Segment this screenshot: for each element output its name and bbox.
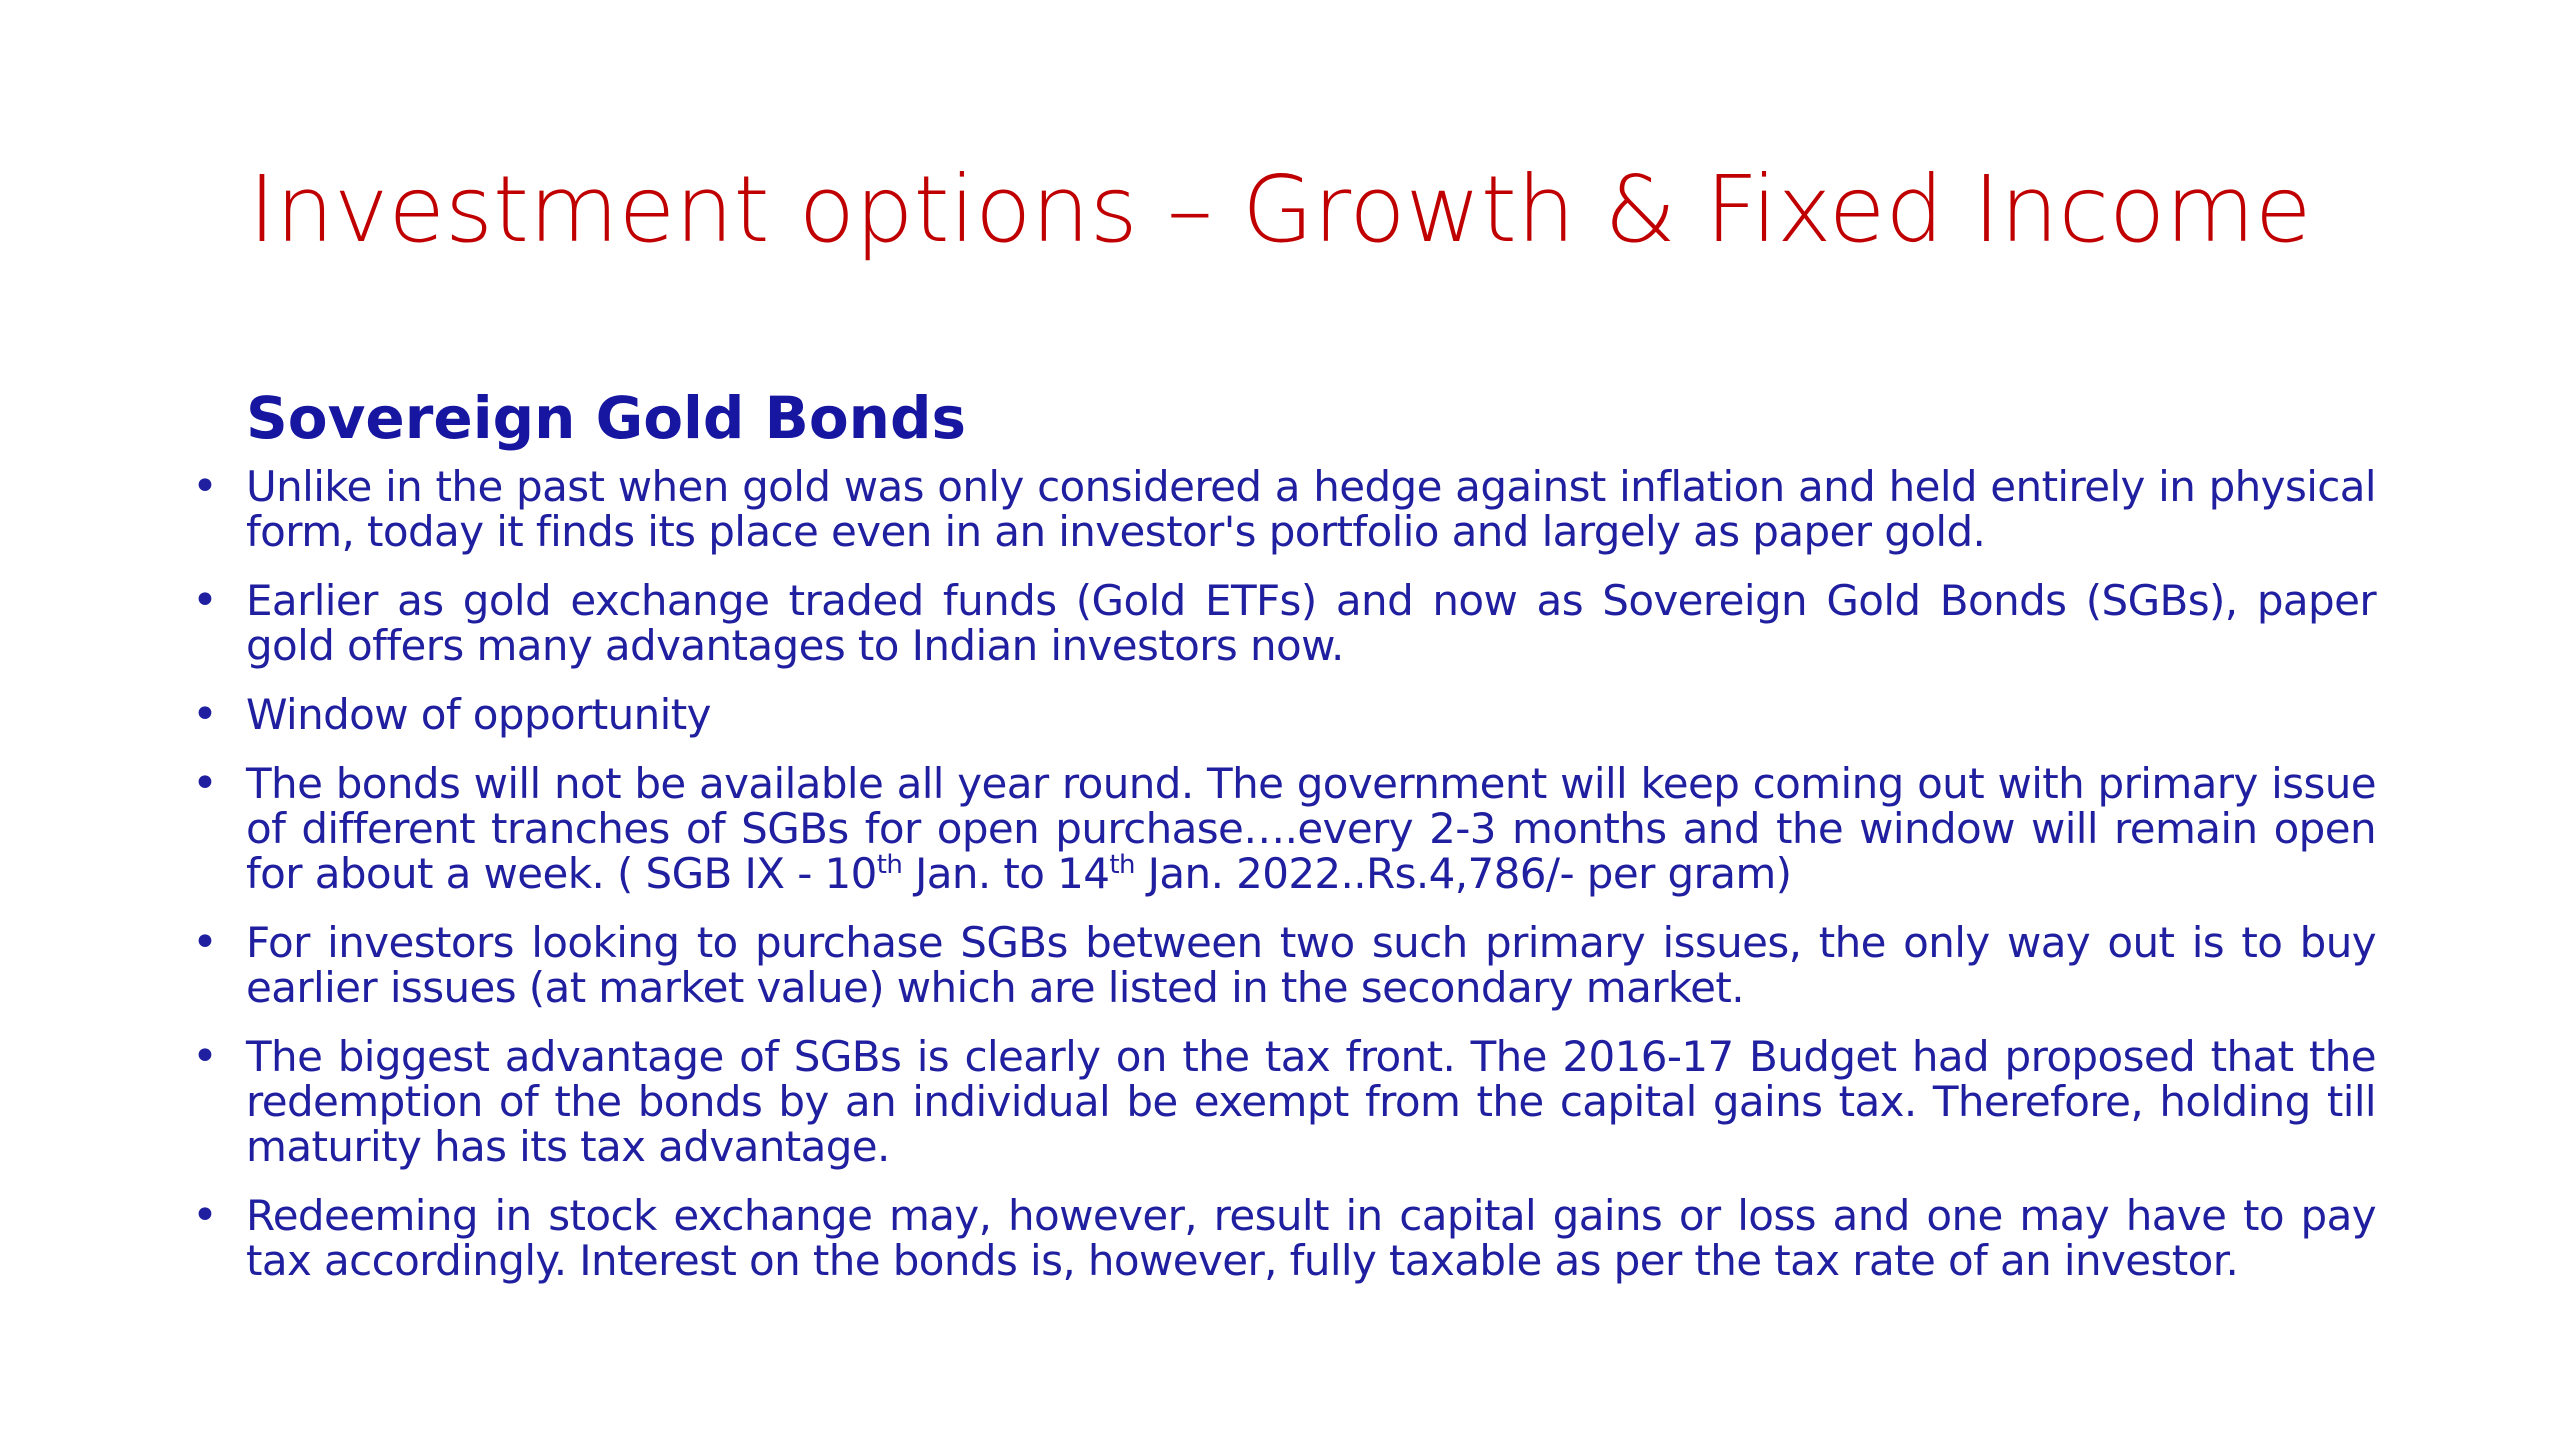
bullet-item-6 xyxy=(186,1031,2376,1171)
bullet-text-part: Jan. 2022..Rs.4,786/- per gram) xyxy=(1134,849,1792,898)
bullet-text: The biggest advantage of SGBs is clearly on the tax front. The 2016-17 Budget had proposed that the redemption of the bonds by an individual be exempt from the capital gains tax. Therefore, holding till maturity has its tax advantage. xyxy=(246,1032,2376,1171)
bullet-list xyxy=(186,461,2376,1285)
bullet-dot-icon: • xyxy=(192,461,218,512)
bullet-dot-icon: • xyxy=(192,1031,218,1082)
bullet-item-4 xyxy=(186,758,2376,898)
ordinal-suffix: th xyxy=(1109,850,1135,880)
bullet-text: Window of opportunity xyxy=(246,690,711,739)
bullet-dot-icon: • xyxy=(192,917,218,968)
bullet-dot-icon: • xyxy=(192,689,218,740)
slide-content xyxy=(186,378,2376,1307)
bullet-text: For investors looking to purchase SGBs between two such primary issues, the only way out is to buy earlier issues (at market value) which are listed in the secondary market. xyxy=(246,918,2376,1012)
bullet-item-3 xyxy=(186,689,2376,740)
bullet-dot-icon: • xyxy=(192,1190,218,1241)
bullet-text: Redeeming in stock exchange may, however, result in capital gains or loss and one may have to pay tax accordingly. Interest on the bonds is, however, fully taxable as per the tax rate of an investor. xyxy=(246,1191,2376,1285)
slide-title: Investment options – Growth & Fixed Income xyxy=(248,156,2312,263)
bullet-dot-icon: • xyxy=(192,575,218,626)
bullet-dot-icon: • xyxy=(192,758,218,809)
bullet-item-1 xyxy=(186,461,2376,556)
bullet-text: Unlike in the past when gold was only considered a hedge against inflation and held entirely in physical form, today it finds its place even in an investor's portfolio and largely as paper gold. xyxy=(246,462,2376,556)
bullet-item-5 xyxy=(186,917,2376,1012)
ordinal-suffix: th xyxy=(876,850,903,880)
bullet-item-2 xyxy=(186,575,2376,670)
bullet-text: Earlier as gold exchange traded funds (Gold ETFs) and now as Sovereign Gold Bonds (SGBs), paper gold offers many advantages to Indian investors now. xyxy=(246,576,2376,670)
bullet-text-part: The bonds will not be available all year round. The government will keep coming out with primary issue of different tranches of SGBs for open purchase….every 2-3 months and the window will remain open for about a week. ( SGB IX - 10 xyxy=(246,759,2376,898)
bullet-text xyxy=(246,761,2376,896)
bullet-text-part: Jan. to 14 xyxy=(902,849,1110,898)
section-heading: Sovereign Gold Bonds xyxy=(246,384,967,452)
bullet-item-7 xyxy=(186,1190,2376,1285)
